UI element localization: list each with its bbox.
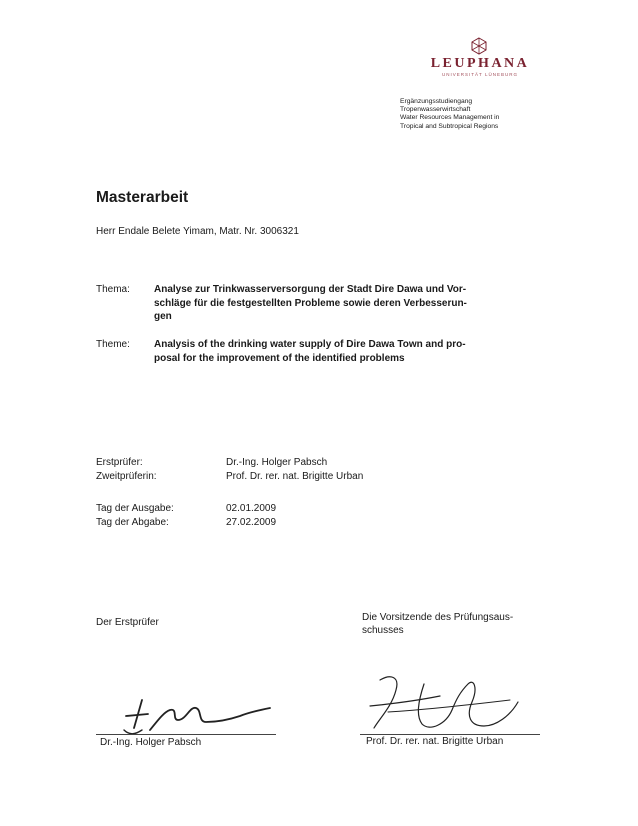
thema-text <box>154 283 564 324</box>
thema-line: gen <box>154 311 172 322</box>
theme-line: posal for the improvement of the identified problems <box>154 352 405 364</box>
theme-label: Theme: <box>96 339 130 350</box>
program-block <box>400 98 499 131</box>
first-examiner-signature <box>112 690 282 740</box>
thema-line: Analyse zur Trinkwasserversorgung der Stadt Dire Dawa und Vor- <box>154 284 467 295</box>
university-logo-subtitle: UNIVERSITÄT LÜNEBURG <box>442 72 518 77</box>
leuphana-cube-icon <box>470 37 488 55</box>
first-examiner-name: Dr.-Ing. Holger Pabsch <box>226 457 328 468</box>
second-examiner-label: Zweitprüferin: <box>96 471 157 482</box>
submission-date-label: Tag der Abgabe: <box>96 517 169 528</box>
first-examiner-signature-line <box>96 734 276 735</box>
theme-line: Analysis of the drinking water supply of Dire Dawa Town and pro- <box>154 339 466 350</box>
theme-text <box>154 338 564 365</box>
committee-chair-printed-name: Prof. Dr. rer. nat. Brigitte Urban <box>366 736 504 747</box>
committee-chair-heading-line: schusses <box>362 624 404 636</box>
thema-line: schläge für die festgestellten Probleme sowie deren Verbesserun- <box>154 297 467 309</box>
university-logo-name: LEUPHANA <box>430 56 530 71</box>
second-examiner-name: Prof. Dr. rer. nat. Brigitte Urban <box>226 471 364 482</box>
submission-date-value: 27.02.2009 <box>226 517 277 528</box>
committee-chair-signature <box>360 666 530 742</box>
program-line: Water Resources Management in <box>400 114 500 122</box>
document-title: Masterarbeit <box>96 189 189 206</box>
program-line: Ergänzungsstudiengang <box>400 98 473 105</box>
first-examiner-label: Erstprüfer: <box>96 457 143 468</box>
committee-chair-signature-line <box>360 734 540 735</box>
committee-chair-heading <box>362 612 513 637</box>
author-line: Herr Endale Belete Yimam, Matr. Nr. 3006321 <box>96 226 299 237</box>
first-examiner-signature-heading: Der Erstprüfer <box>96 617 159 628</box>
first-examiner-printed-name: Dr.-Ing. Holger Pabsch <box>100 737 202 748</box>
program-line: Tropenwasserwirtschaft <box>400 106 471 114</box>
committee-chair-heading-line: Die Vorsitzende des Prüfungsaus- <box>362 612 514 623</box>
issue-date-value: 02.01.2009 <box>226 503 277 514</box>
program-line: Tropical and Subtropical Regions <box>400 122 499 130</box>
thema-label: Thema: <box>96 284 130 295</box>
issue-date-label: Tag der Ausgabe: <box>96 503 174 514</box>
